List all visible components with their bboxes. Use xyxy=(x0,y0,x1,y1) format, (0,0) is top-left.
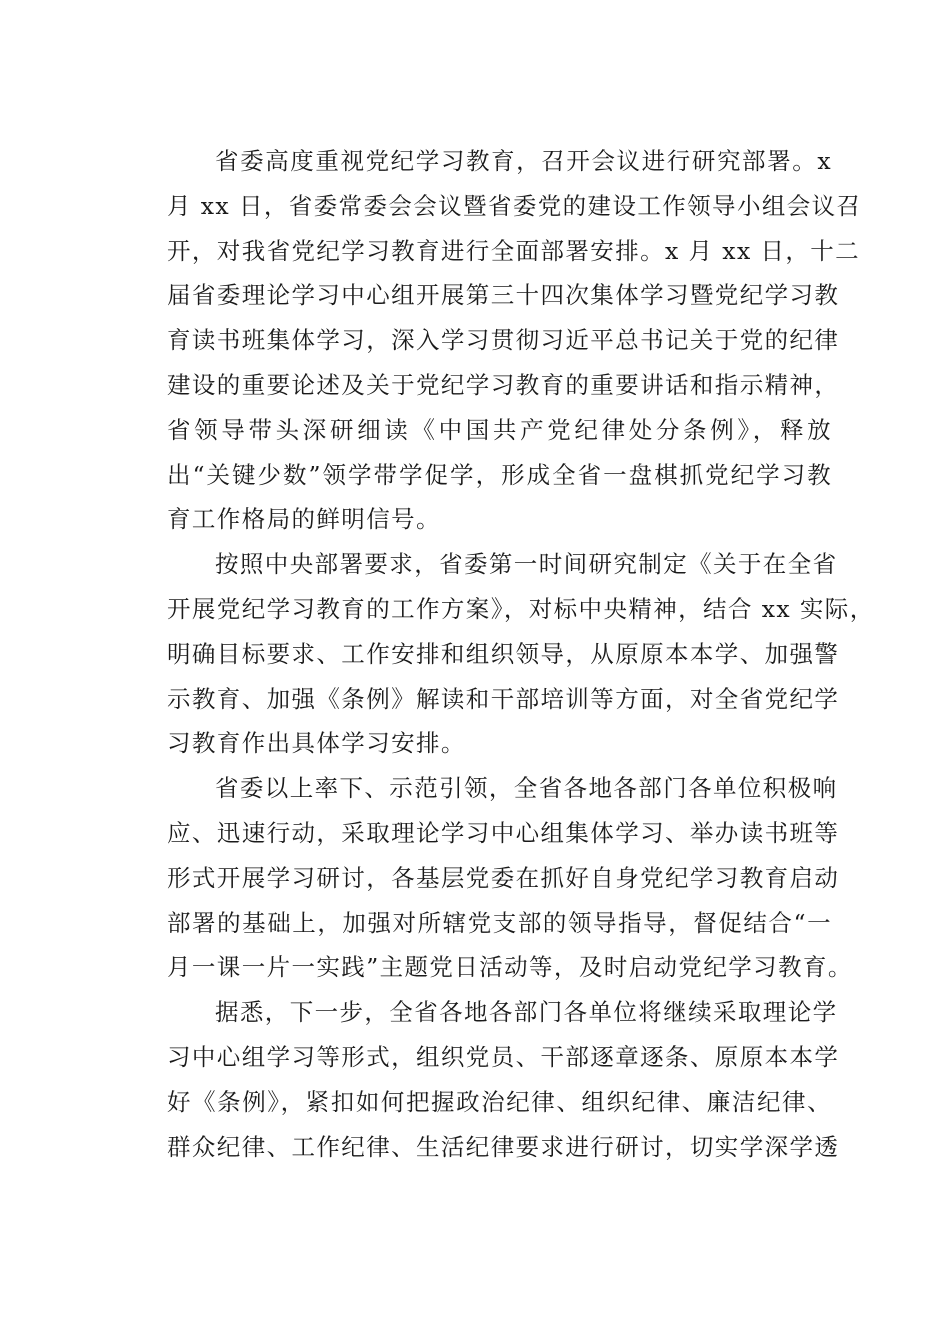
text-line: 明确目标要求、工作安排和组织领导，从原原本本学、加强警 xyxy=(167,639,840,668)
text-line: 月一课一片一实践”主题党日活动等，及时启动党纪学习教育。 xyxy=(167,953,853,982)
text-line: 育工作格局的鲜明信号。 xyxy=(167,505,441,534)
text-line: 群众纪律、工作纪律、生活纪律要求进行研讨，切实学深学透 xyxy=(167,1132,840,1161)
text-line: 部署的基础上，加强对所辖党支部的领导指导，督促结合“一 xyxy=(167,908,832,937)
text-line: 省委高度重视党纪学习教育，召开会议进行研究部署。x xyxy=(215,147,832,175)
text-line: 开，对我省党纪学习教育进行全面部署安排。x 月 xx 日，十二 xyxy=(167,236,861,265)
paragraph-4 xyxy=(120,990,840,1169)
text-line: 据悉，下一步，全省各地各部门各单位将继续采取理论学 xyxy=(215,998,838,1027)
text-line: 月 xx 日，省委常委会会议暨省委党的建设工作领导小组会议召 xyxy=(167,191,862,220)
text-line: 育读书班集体学习，深入学习贯彻习近平总书记关于党的纪律 xyxy=(167,326,840,355)
text-line: 示教育、加强《条例》解读和干部培训等方面，对全省党纪学 xyxy=(167,684,840,713)
text-line: 出“关键少数”领学带学促学，形成全省一盘棋抓党纪学习教 xyxy=(167,460,832,489)
text-line: 届省委理论学习中心组开展第三十四次集体学习暨党纪学习教 xyxy=(167,281,840,310)
paragraph-3 xyxy=(120,766,853,990)
text-line: 建设的重要论述及关于党纪学习教育的重要讲话和指示精神， xyxy=(167,370,840,399)
document-page xyxy=(120,139,875,1169)
text-line: 应、迅速行动，采取理论学习中心组集体学习、举办读书班等 xyxy=(167,818,840,847)
text-line: 习中心组学习等形式，组织党员、干部逐章逐条、原原本本学 xyxy=(167,1042,840,1071)
text-line: 省领导带头深研细读《中国共产党纪律处分条例》，释放 xyxy=(167,415,832,444)
text-line: 开展党纪学习教育的工作方案》，对标中央精神，结合 xx 实际， xyxy=(167,594,875,623)
text-line: 习教育作出具体学习安排。 xyxy=(167,729,466,758)
text-line: 形式开展学习研讨，各基层党委在抓好自身党纪学习教育启动 xyxy=(167,863,840,892)
text-line: 省委以上率下、示范引领，全省各地各部门各单位积极响 xyxy=(215,774,838,803)
text-line: 按照中央部署要求，省委第一时间研究制定《关于在全省 xyxy=(215,550,838,579)
text-line: 好《条例》，紧扣如何把握政治纪律、组织纪律、廉洁纪律、 xyxy=(167,1087,832,1116)
paragraph-2 xyxy=(120,542,875,766)
paragraph-1 xyxy=(120,139,862,542)
